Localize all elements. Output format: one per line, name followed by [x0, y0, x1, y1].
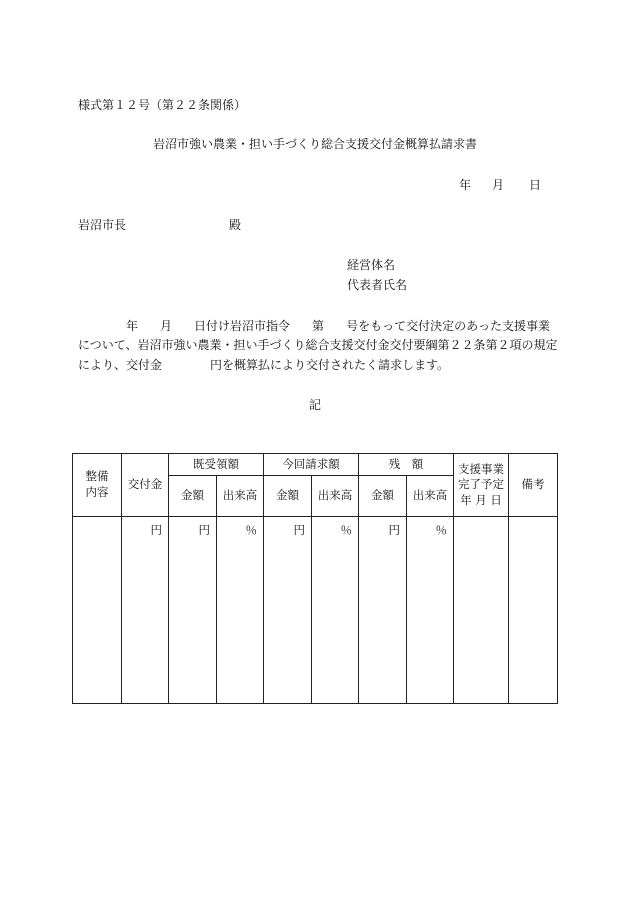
- body-request: 円を概算払により交付されたく請求します。: [210, 358, 450, 372]
- date-year-label: 年: [459, 178, 472, 192]
- header-project: 整備内容: [73, 454, 122, 517]
- body-directive: 日付け岩沼市指令: [194, 319, 291, 333]
- body-line-2: について、岩沼市強い農業・担い手づくり総合支援交付金交付要綱第２２条第２項の規定: [78, 338, 558, 352]
- addressee: 岩沼市長: [78, 218, 127, 232]
- body-grant-label: により、交付金: [78, 358, 163, 372]
- header-remarks: 備考: [509, 454, 558, 517]
- received-progress-cell[interactable]: ％: [217, 517, 264, 704]
- header-current: 今回請求額: [264, 454, 359, 476]
- completion-line-1: 支援事業: [458, 461, 504, 476]
- body-decision: 号をもって交付決定のあった支援事業: [346, 319, 550, 333]
- received-amount-cell[interactable]: 円: [169, 517, 217, 704]
- received-progress-header: 出来高: [217, 476, 264, 517]
- current-amount-header: 金額: [264, 476, 312, 517]
- header-completion: [454, 454, 509, 517]
- remaining-amount-header: 金額: [359, 476, 407, 517]
- body-month: 月: [160, 319, 173, 333]
- project-cell[interactable]: [73, 517, 122, 704]
- header-received: 既受領額: [169, 454, 264, 476]
- completion-line-2: 完了予定: [458, 477, 504, 492]
- date-month-label: 月: [492, 178, 505, 192]
- current-progress-header: 出来高: [312, 476, 359, 517]
- request-table: [72, 453, 558, 704]
- current-amount-cell[interactable]: 円: [264, 517, 312, 704]
- remarks-cell[interactable]: [509, 517, 558, 704]
- document-title: 岩沼市強い農業・担い手づくり総合支援交付金概算払請求書: [152, 137, 477, 151]
- body-line-3: [78, 359, 449, 371]
- date-day-label: 日: [529, 178, 542, 192]
- grant-cell[interactable]: 円: [122, 517, 169, 704]
- body-line-1: [78, 320, 550, 332]
- remaining-amount-cell[interactable]: 円: [359, 517, 407, 704]
- addressee-honorific: 殿: [229, 218, 242, 232]
- body-year: 年: [126, 319, 139, 333]
- completion-line-3: 年 月 日: [460, 492, 502, 507]
- body-number-prefix: 第: [312, 319, 325, 333]
- ki-heading: 記: [308, 398, 321, 412]
- representative-label: 代表者氏名: [347, 278, 408, 292]
- form-number: 様式第１２号（第２２条関係）: [78, 98, 247, 112]
- header-remaining: 残 額: [359, 454, 454, 476]
- header-grant: 交付金: [122, 454, 169, 517]
- remaining-progress-header: 出来高: [407, 476, 454, 517]
- current-progress-cell[interactable]: ％: [312, 517, 359, 704]
- completion-cell[interactable]: [454, 517, 509, 704]
- received-amount-header: 金額: [169, 476, 217, 517]
- remaining-progress-cell[interactable]: ％: [407, 517, 454, 704]
- business-name-label: 経営体名: [347, 258, 396, 272]
